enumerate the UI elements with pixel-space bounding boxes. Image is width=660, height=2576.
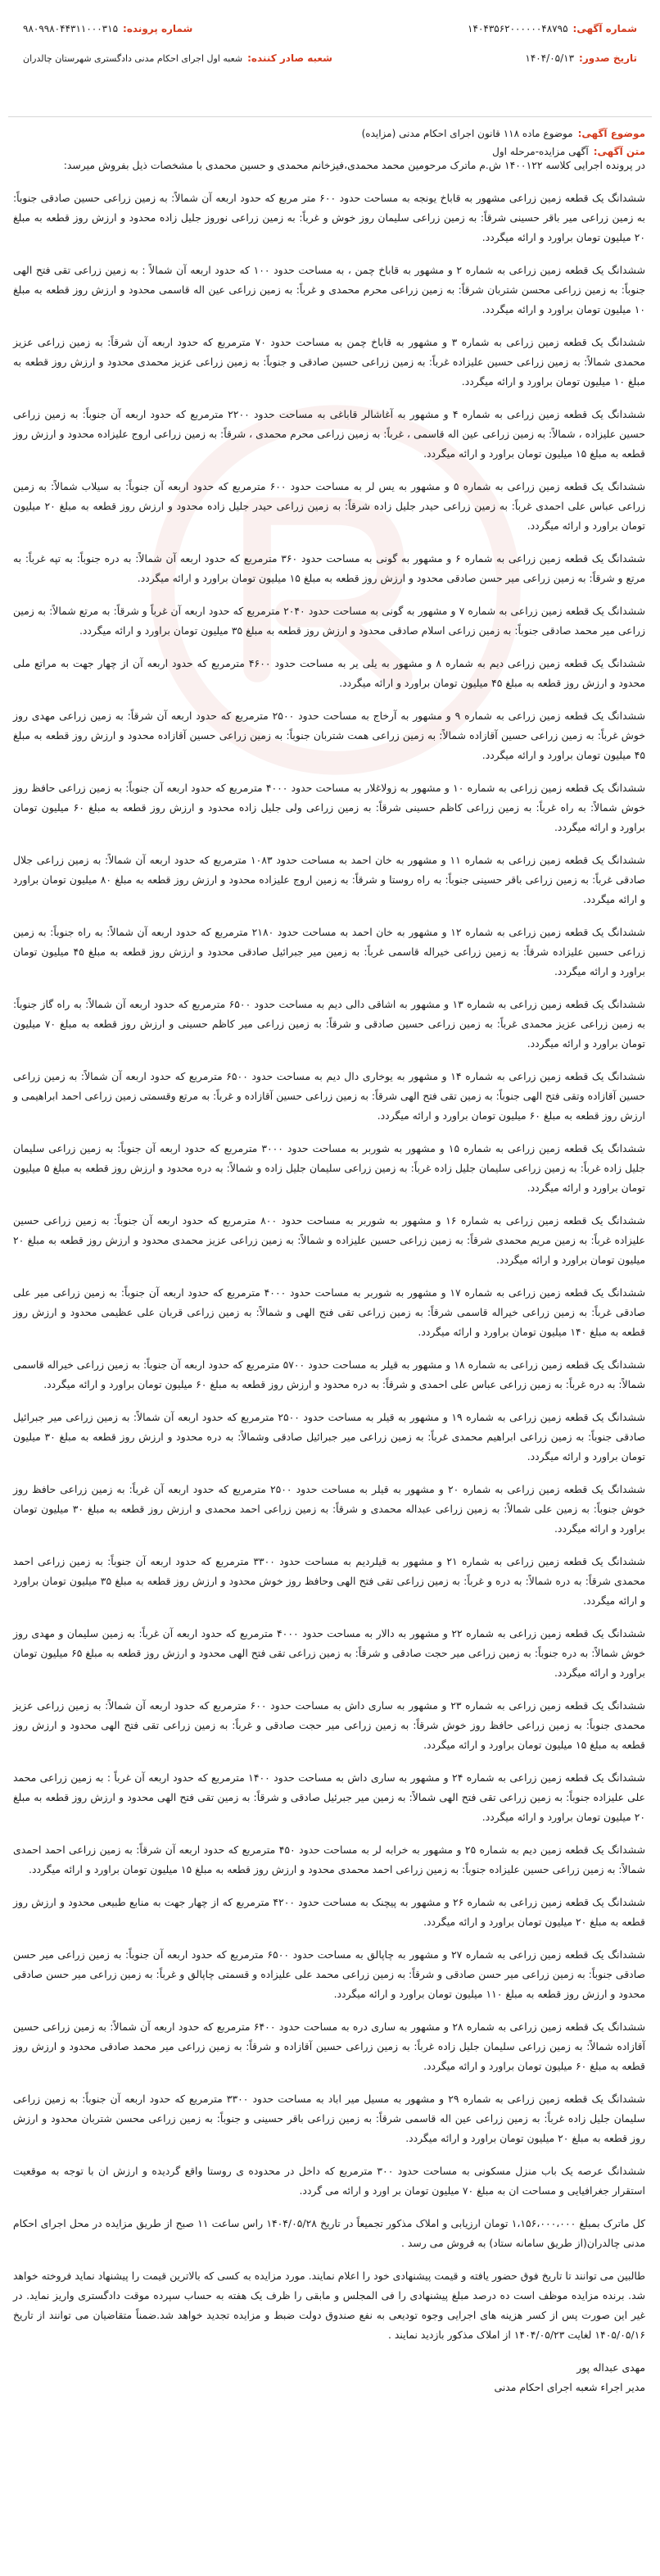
ad-paragraph: ششدانگ یک قطعه زمین زراعی به شماره ۲۰ و مشهور به قیلر به مساحت حدود ۲۵۰۰ مترمربع که حدود اربعه آن غرباً: به زمین زراعی حافظ روز خوش جنوباً: به زمین علی شمالاً: به زمین زراعی عبداله محمدی و شرقاً: به زمین زراعی احمد محمدی و ارزش روز قطعه به مبلغ ۳۰ میلیون تومان براورد و ارائه میگردد. xyxy=(13,1483,645,1535)
ad-paragraph: ششدانگ یک قطعه زمین زراعی به شماره ۲۹ و مشهور به مسیل میر اباد به مساحت حدود ۳۳۰۰ مترمربع که حدود اربعه آن جنوباً: به زمین زراعی سلیمان جلیل زاده غرباً: به زمین زراعی عین اله قاسمی شرقاً: به زمین زراعی باقر حسینی و جنوباً: به زمین زراعی محسن شتربان محدود و ارزش روز قطعه به مبلغ ۲۰ میلیون تومان براورد و ارائه میگردد. xyxy=(13,2093,645,2144)
ad-paragraph: ششدانگ یک قطعه زمین زراعی به شماره ۱۴ و مشهور به یوخاری دال دیم به مساحت حدود ۶۵۰۰ مترمربع که حدود اربعه آن شمالاً: به زمین زراعی حسین آقازاده وتقی فتح الهی جنوباً: به زمین تقی فتح الهی شرقاً: به زمین زراعی حسین آقازاده و غرباً: به مرتع وقسمتی زمین زراعی احمد ابراهیمی و ارزش روز قطعه به مبلغ ۶۰ میلیون تومان براورد و ارائه میگردد. xyxy=(13,1070,645,1122)
ad-header xyxy=(23,21,637,111)
ad-title: آگهی مزایده-مرحله اول xyxy=(492,146,589,157)
issuer-label: شعبه صادر کننده: xyxy=(247,52,332,64)
ad-body xyxy=(13,156,645,2397)
ad-paragraph: ششدانگ یک قطعه زمین زراعی به شماره ۲۲ و مشهور به دالار به مساحت حدود ۴۰۰۰ مترمربع که حدود اربعه آن غرباً: به زمین سلیمان و مهدی روز خوش شمالاً: به دره جنوباً: به زمین زراعی میر حجت صادقی و شرقاً: به زمین زراعی تقی فتح الهی محدود و ارزش روز قطعه به مبلغ ۶۵ میلیون تومان براورد و ارائه میگردد. xyxy=(13,1627,646,1679)
ad-paragraph: ششدانگ یک قطعه زمین زراعی به شماره ۱۳ و مشهور به اشاقی دالی دیم به مساحت حدود ۶۵۰۰ مترمربع که حدود اربعه آن شمالاً: به راه گاز جنوباً: به زمین زراعی عزیز محمدی غرباً: به زمین زراعی حسین صادقی و شرقاً: به زمین زراعی میر کاظم حسینی و ارزش روز قطعه به مبلغ ۷۰ میلیون تومان براورد و ارائه میگردد. xyxy=(13,998,645,1050)
ad-number: ۱۴۰۴۳۵۶۲۰۰۰۰۰۰۴۸۷۹۵ xyxy=(468,23,568,34)
subject: موضوع ماده ۱۱۸ قانون اجرای احکام مدنی (مزایده) xyxy=(361,128,573,139)
case-number: ۹۸۰۹۹۸۰۴۴۳۱۱۰۰۰۳۱۵ xyxy=(23,23,119,34)
ad-paragraph: ششدانگ یک قطعه زمین زراعی به شماره ۲۸ و مشهور به ساری دره به مساحت حدود ۶۴۰۰ مترمربع که حدود اربعه آن شمالاً: به زمین زراعی حسین آقازاده شمالاً: به زمین زراعی سلیمان جلیل زاده غرباً: به زمین زراعی حسین آقازاده و شرقاً: به زمین زراعی میر محمد صادقی محدود و ارزش روز قطعه به مبلغ ۶۰ میلیون تومان براورد و ارائه میگردد. xyxy=(13,2020,645,2072)
ad-paragraph: طالبین می توانند تا تاریخ فوق حضور یافته و قیمت پیشنهادی خود را اعلام نمایند. مورد مزایده به کسی که بالاترین قیمت را پیشنهاد نماید فروخته خواهد شد. برنده مزایده موظف است ده درصد مبلغ پیشنهادی را فی المجلس و مابقی را ظرف یک هفته به حساب سپرده موقت دادگستری واریز نماید. در غیر این صورت پس از کسر هزینه های اجرایی وجوه تودیعی به نفع صندوق دولت ضبط و مزایده تجدید خواهد شد.ضمناً متقاضیان می توانند از تاریخ ۱۴۰۵/۰۵/۱۶ لغایت ۱۴۰۴/۰۵/۲۳ از املاک مذکور بازدید نمایند . xyxy=(13,2270,645,2341)
subject-label: موضوع آگهی: xyxy=(577,128,645,139)
ad-number-row xyxy=(468,21,637,36)
ad-number-label: شماره آگهی: xyxy=(572,23,637,34)
ad-paragraph: ششدانگ یک قطعه زمین زراعی به شماره ۱۵ و مشهور به شوربر به مساحت حدود ۳۰۰۰ مترمربع که حدود اربعه آن جنوباً: به زمین زراعی سلیمان جلیل زاده غرباً: به زمین زراعی سلیمان جلیل زاده غرباً: به زمین زراعی سلیمان جلیل زاده و شمالاً: به دره محدود و ارزش روز قطعه به مبلغ ۵ میلیون تومان براورد و ارائه میگردد. xyxy=(13,1142,645,1194)
ad-paragraph: ششدانگ یک قطعه زمین زراعی به شماره ۱۰ و مشهور به زولاغلار به مساحت حدود ۴۰۰۰ مترمربع که حدود اربعه آن جنوباً: به زمین زراعی حافظ روز خوش شمالاً: به راه غرباً: به زمین زراعی کاظم حسینی شرقاً: به زمین زراعی ولی جلیل زاده محدود و ارزش روز قطعه به مبلغ ۶۰ میلیون تومان براورد و ارائه میگردد. xyxy=(13,782,646,833)
signature-block xyxy=(13,2358,645,2397)
ad-paragraph: ششدانگ یک قطعه زمین زراعی به شماره ۲ و مشهور به قاباخ چمن ، به مساحت حدود ۱۰۰ که حدود اربعه آن شمالاً : به زمین زراعی تقی فتح الهی جنوباً: به زمین زراعی محسن شتربان شرقاً: به زمین زراعی محرم محمدی و غرباً: به زمین زراعی عین اله قاسمی محدود و ارزش روز قطعه به مبلغ ۱۰ میلیون تومان براورد و ارائه میگردد. xyxy=(13,264,645,315)
ad-paragraph: ششدانگ یک قطعه زمین زراعی به شماره ۲۴ و مشهور به ساری داش به مساحت حدود ۱۴۰۰ مترمربع که حدود اربعه آن غرباً : به زمین زراعی محمد علی علیزاده جنوباً: به زمین زراعی تقی فتح الهی شمالاً: به زمین میر جبرئیل صادقی و شرقاً: به زمین تقی فتح الهی محدود و ارزش روز قطعه به مبلغ ۲۰ میلیون تومان براورد و ارائه میگردد. xyxy=(13,1771,645,1823)
ad-paragraph: در پرونده اجرایی کلاسه ۱۴۰۰۱۲۲ ش.م ماترک مرحومین محمد محمدی،فیزخانم محمدی و حسین محمدی با مشخصات ذیل بفروش میرسد: xyxy=(63,159,645,171)
signatory-name: مهدی عبداله پور xyxy=(576,2361,645,2374)
issue-date-row xyxy=(525,51,637,66)
ad-paragraph: ششدانگ یک قطعه زمین زراعی دیم به شماره ۸ و مشهور به یلی یر به مساحت حدود ۴۶۰۰ مترمربع که حدود اربعه آن از چهار جهت به مراتع ملی محدود و ارزش روز قطعه به مبلغ ۴۵ میلیون تومان براورد و ارائه میگردد. xyxy=(13,657,645,689)
ad-paragraph: ششدانگ یک قطعه زمین زراعی مشهور به قاباخ یونجه به مساحت حدود ۶۰۰ متر مربع که حدود اربعه آن شمالاً: به زمین زراعی حسین صادقی جنوباً: به زمین زراعی میر باقر حسینی شرقاً: به زمین زراعی سلیمان روز خوش و غرباً: به زمین زراعی نوروز جلیل زاده محدود و ارزش روز قطعه به مبلغ ۲۰ میلیون تومان براورد و ارائه میگردد. xyxy=(13,192,645,243)
ad-paragraph: ششدانگ یک قطعه زمین زراعی به شماره ۴ و مشهور به آغاشالر قاباغی به مساحت حدود ۲۲۰۰ مترمربع که حدود اربعه آن جنوباً: به زمین زراعی حسین علیزاده ، شمالاً: به زمین زراعی عین اله قاسمی ، غرباً: به زمین زراعی محرم محمدی ، شرقاً: به زمین زراعی اروج علیزاده محدود و ارزش روز قطعه به مبلغ ۱۵ میلیون تومان براورد و ارائه میگردد. xyxy=(13,408,645,460)
ad-paragraph: ششدانگ یک قطعه زمین دیم به شماره ۲۵ و مشهور به خرابه لر به مساحت حدود ۴۵۰ مترمربع که حدود اربعه آن شرقاً: به زمین زراعی احمد احمدی شمالاً: به زمین زراعی حسین علیزاده جنوباً: به زمین زراعی احمد محمدی محدود و ارزش روز قطعه به مبلغ ۱۵ میلیون تومان براورد و ارائه میگردد. xyxy=(13,1844,646,1875)
ad-paragraph: ششدانگ یک قطعه زمین زراعی به شماره ۳ و مشهور به قاباخ چمن به مساحت حدود ۷۰ مترمربع که حدود اربعه آن شرقاً: به زمین زراعی عزیز محمدی شمالاً: به زمین زراعی حسین علیزاده غرباً: به زمین زراعی حسین صادقی و جنوباً: به زمین زراعی عزیز محمدی محدود و ارزش روز قطعه به مبلغ ۱۰ میلیون تومان براورد و ارائه میگردد. xyxy=(13,336,645,388)
ad-paragraph: ششدانگ یک قطعه زمین زراعی به شماره ۲۷ و مشهور به چاپالق به مساحت حدود ۶۵۰۰ مترمربع که حدود اربعه آن جنوباً: به زمین زراعی میر حسن صادقی جنوباً: به زمین زراعی میر حسن صادقی و شرقاً: به زمین زراعی محمد علی علیزاده و قسمتی چاپالق و غرباً: به زمین زراعی میر حسن صادقی محدود و ارزش روز قطعه به مبلغ ۱۱۰ میلیون تومان براورد و ارائه میگردد. xyxy=(13,1948,646,2000)
issuer-row xyxy=(23,51,332,66)
ad-paragraph: ششدانگ یک قطعه زمین زراعی به شماره ۹ و مشهور به آرخاج به مساحت حدود ۲۵۰۰ مترمربع که حدود اربعه آن شرقاً: به زمین زراعی مهدی روز خوش غرباً: به زمین زراعی حسین آقازاده شمالاً: به زمین زراعی همت شتربان جنوباً: به زمین زراعی حسین آقازاده محدود و ارزش روز قطعه به مبلغ ۴۵ میلیون تومان براورد و ارائه میگردد. xyxy=(13,710,646,761)
ad-paragraph: ششدانگ یک قطعه زمین زراعی به شماره ۱۹ و مشهور به قیلر به مساحت حدود ۲۵۰۰ مترمربع که حدود اربعه آن شمالاً: به زمین زراعی میر جبرائیل صادقی جنوباً: به زمین زراعی ابراهیم محمدی غرباً: به زمین زراعی میر جبرائیل صادقی وشمالاً: به دره محدود و ارزش روز قطعه به مبلغ ۳۰ میلیون تومان براورد و ارائه میگردد. xyxy=(13,1411,645,1463)
subject-row xyxy=(362,125,645,143)
ad-paragraph: ششدانگ یک قطعه زمین زراعی به شماره ۱۲ و مشهور به خان احمد به مساحت حدود ۲۱۸۰ مترمربع که حدود اربعه آن شمالاً: به راه جنوباً: به زمین زراعی حسین علیزاده شرقاً: به زمین زراعی خیراله قاسمی غرباً: به زمین میر جبرائیل صادقی محدود و ارزش روز قطعه به مبلغ ۴۵ میلیون تومان براورد و ارائه میگردد. xyxy=(13,926,646,977)
ad-paragraph: ششدانگ یک قطعه زمین زراعی به شماره ۱۶ و مشهور به شوربر به مساحت حدود ۸۰۰ مترمربع که حدود اربعه آن جنوباً: به زمین زراعی حسین علیزاده غرباً: به زمین مریم محمدی شرقاً: به زمین زراعی حسین علیزاده و شمالاً: به زمین زراعی عزیز محمدی محدود و ارزش روز قطعه به مبلغ ۲۰ میلیون تومان براورد و ارائه میگردد. xyxy=(13,1214,645,1266)
ad-paragraph: ششدانگ یک قطعه زمین زراعی به شماره ۷ و مشهور به گونی به مساحت حدود ۲۰۴۰ مترمربع که حدود اربعه آن غرباً و شرقاً: به مرتع شمالاً: به زمین زراعی میر محمد صادقی جنوباً: به زمین زراعی اسلام صادقی محدود و ارزش روز قطعه به مبلغ ۳۵ میلیون تومان براورد و ارائه میگردد. xyxy=(13,605,646,637)
ad-paragraph: ششدانگ یک قطعه زمین زراعی به شماره ۲۶ و مشهور به پیچنک به مساحت حدود ۴۲۰۰ مترمربع که از چهار جهت به منابع طبیعی محدود و ارزش روز قطعه به مبلغ ۲۰ میلیون تومان براورد و ارائه میگردد. xyxy=(13,1896,646,1928)
issue-date: ۱۴۰۴/۰۵/۱۳ xyxy=(525,52,575,64)
ad-paragraph: ششدانگ یک قطعه زمین زراعی به شماره ۲۱ و مشهور به قیلردیم به مساحت حدود ۳۳۰۰ مترمربع که حدود اربعه آن جنوباً: به زمین زراعی احمد محمدی شرقاً: به دره شمالاً: به دره و غرباً: به زمین زراعی تقی فتح الهی وحافظ روز خوش محدود و ارزش روز قطعه به مبلغ ۳۵ میلیون تومان براورد و ارائه میگردد. xyxy=(13,1555,646,1607)
text-label: متن آگهی: xyxy=(593,146,645,157)
ad-paragraph: ششدانگ یک قطعه زمین زراعی به شماره ۵ و مشهور به یس لر به مساحت حدود ۶۰۰ مترمربع که حدود اربعه آن جنوباً: به سیلاب شمالاً: به زمین زراعی عباس علی احمدی غرباً: به زمین زراعی حیدر جلیل زاده شرقاً: به زمین زراعی حیدر جلیل زاده محدود و ارزش روز قطعه به مبلغ ۲۰ میلیون تومان براورد و ارائه میگردد. xyxy=(13,480,646,532)
case-number-label: شماره پرونده: xyxy=(123,23,193,34)
issue-date-label: تاریخ صدور: xyxy=(579,52,637,64)
ad-paragraph: کل ماترک بمبلغ ۱،۱۵۶،۰۰۰،۰۰۰ تومان ارزیابی و املاک مذکور تجمیعاً در تاریخ ۱۴۰۴/۰۵/۲۸ راس ساعت ۱۱ صبح از طریق مزایده در محل اجرای احکام مدنی چالدران(از طریق سامانه ستاد) به فروش می رسد . xyxy=(13,2217,645,2249)
signatory-position: مدیر اجراء شعبه اجرای احکام مدنی xyxy=(494,2381,645,2393)
issuer: شعبه اول اجرای احکام مدنی دادگستری شهرستان چالدران xyxy=(23,53,243,64)
ad-paragraph: ششدانگ یک قطعه زمین زراعی به شماره ۱۸ و مشهور به قیلر به مساحت حدود ۵۷۰۰ مترمربع که حدود اربعه آن جنوباً: به زمین زراعی خیراله قاسمی شمالاً: به دره غرباً: به زمین زراعی عباس علی احمدی و شرقاً: به دره محدود و ارزش روز قطعه به مبلغ ۶۰ میلیون تومان براورد و ارائه میگردد. xyxy=(13,1358,645,1390)
ad-paragraph: ششدانگ یک قطعه زمین زراعی به شماره ۲۳ و مشهور به ساری داش به مساحت حدود ۶۰۰ مترمربع که حدود اربعه آن شمالاً: به زمین زراعی عزیز محمدی جنوباً: به زمین زراعی حافظ روز خوش شرقاً: به زمین زراعی میر حجت صادقی و غرباً: به زمین زراعی تقی فتح الهی محدود و ارزش روز قطعه به مبلغ ۱۵ میلیون تومان براورد و ارائه میگردد. xyxy=(13,1699,646,1751)
paragraph-list xyxy=(13,156,645,2345)
ad-paragraph: ششدانگ یک قطعه زمین زراعی به شماره ۶ و مشهور به گونی به مساحت حدود ۳۶۰ مترمربع که حدود اربعه آن شمالاً: به دره جنوباً: به تپه غرباً: به مرتع و شرقاً: به زمین زراعی میر حسن صادقی محدود و ارزش روز قطعه به مبلغ ۱۵ میلیون تومان براورد و ارائه میگردد. xyxy=(13,552,646,584)
ad-paragraph: ششدانگ یک قطعه زمین زراعی به شماره ۱۱ و مشهور به خان احمد به مساحت حدود ۱۰۸۳ مترمربع که حدود اربعه آن شمالاً: به زمین زراعی جلال صادقی غرباً: به زمین زراعی باقر حسینی جنوباً: به راه روستا و شرقاً: به زمین اروج علیزاده محدود و ارزش روز قطعه به مبلغ ۸۰ میلیون تومان براورد و ارائه میگردد. xyxy=(13,854,646,905)
header-divider xyxy=(8,116,652,117)
ad-paragraph: ششدانگ یک قطعه زمین زراعی به شماره ۱۷ و مشهور به شوربر به مساحت حدود ۴۰۰۰ مترمربع که حدود اربعه آن جنوباً: به زمین زراعی میر علی صادقی غرباً: به زمین زراعی خیراله قاسمی شرقاً: به زمین زراعی تقی فتح الهی و شمالاً: به زمین زراعی قربان علی عظیمی محدود و ارزش روز قطعه به مبلغ ۱۴۰ میلیون تومان براورد و ارائه میگردد. xyxy=(13,1286,646,1338)
ad-paragraph: ششدانگ عرصه یک باب منزل مسکونی به مساحت حدود ۳۰۰ مترمربع که داخل در محدوده ی روستا واقع گردیده و ارزش ان با توجه به موقعیت استقرار جغرافیایی و مساحت ان به مبلغ ۷۰ میلیون تومان بر اورد و ارائه می گردد. xyxy=(13,2165,645,2197)
case-number-row xyxy=(23,21,192,36)
